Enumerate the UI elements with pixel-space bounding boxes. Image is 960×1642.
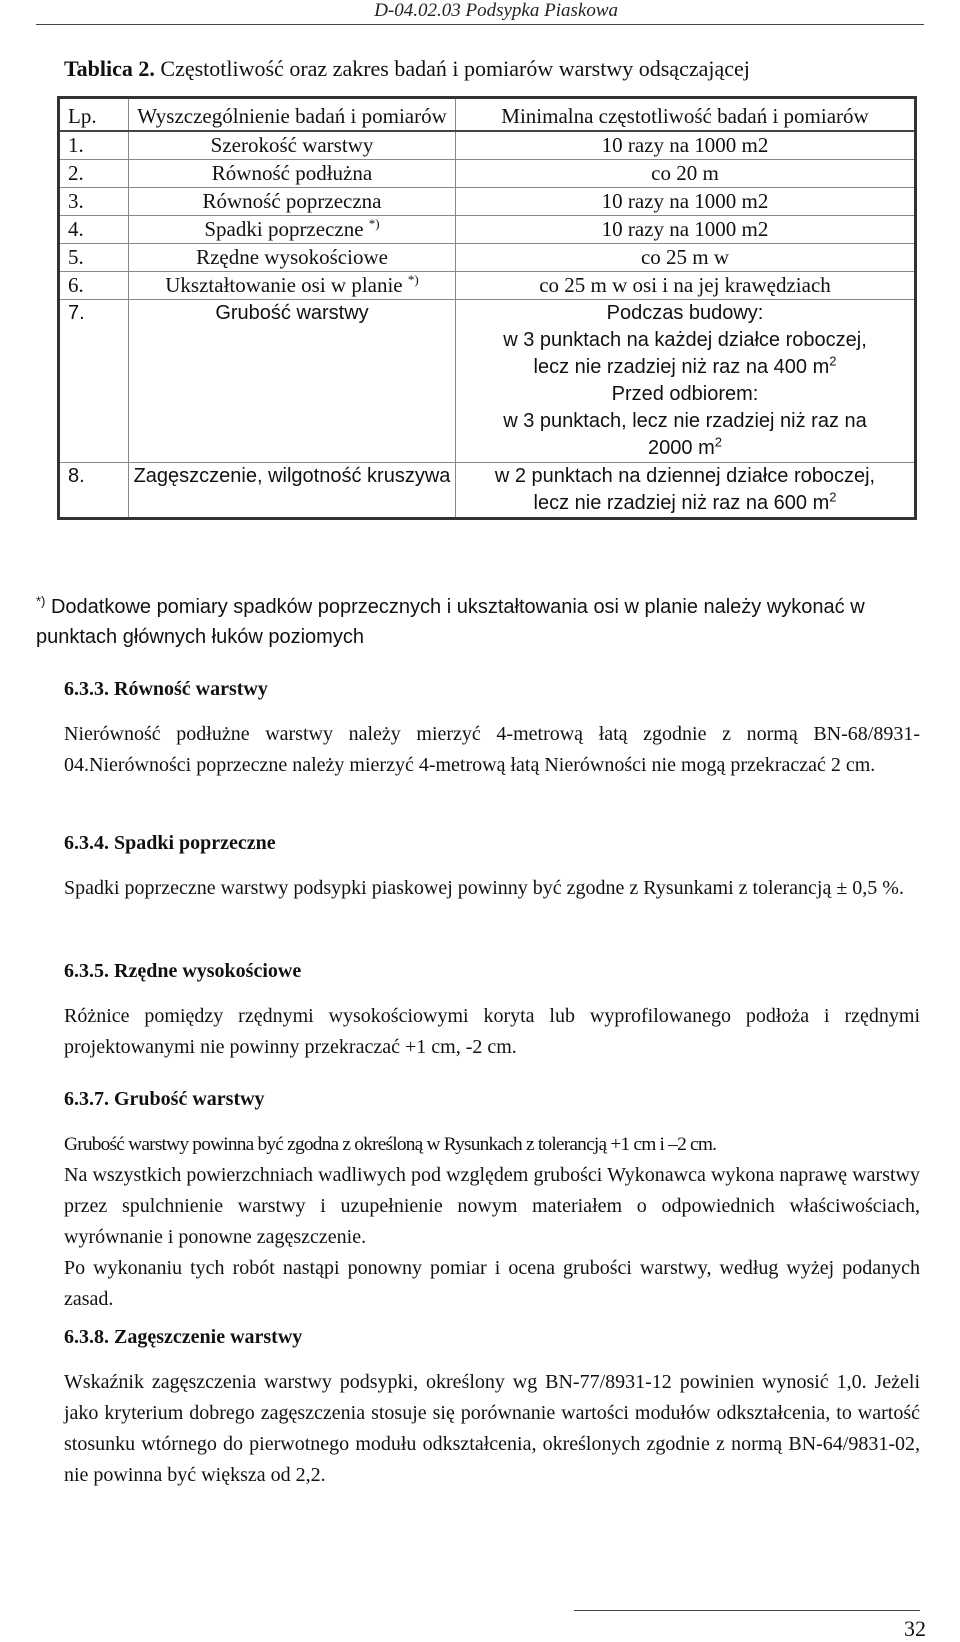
- section-text: Spadki poprzeczne warstwy podsypki piaskowej powinny być zgodne z Rysunkami z tolerancją ± 0,5 %.: [64, 877, 904, 899]
- row-item: Równość podłużna: [129, 160, 456, 188]
- row-frequency: co 25 m w osi i na jej krawędziach: [456, 272, 916, 300]
- running-header: D-04.02.03 Podsypka Piaskowa: [374, 0, 618, 21]
- section-rownosc: [64, 674, 920, 781]
- row-item: Rzędne wysokościowe: [129, 244, 456, 272]
- row-item: Grubość warstwy: [129, 300, 456, 463]
- section-heading: 6.3.4. Spadki poprzeczne: [64, 832, 276, 854]
- footer-divider: [574, 1610, 920, 1611]
- row-frequency: 10 razy na 1000 m2: [456, 131, 916, 160]
- table-row: [59, 160, 916, 188]
- section-text: Grubość warstwy powinna być zgodna z określoną w Rysunkach z tolerancją +1 cm i –2 cm.: [64, 1134, 717, 1155]
- row-item: Równość poprzeczna: [129, 188, 456, 216]
- row-lp: 4.: [59, 216, 129, 244]
- section-heading: 6.3.3. Równość warstwy: [64, 678, 268, 700]
- row-lp: 8.: [59, 463, 129, 519]
- section-text: Na wszystkich powierzchniach wadliwych pod względem grubości Wykonawca wykona naprawę warstwy przez spulchnienie warstwy i uzupełnienie nowym materiałem o odpowiednich właściwościach, wyrównanie i ponowne zagęszczenie.: [64, 1164, 920, 1248]
- row-lp: 6.: [59, 272, 129, 300]
- row-frequency: w 2 punktach na dziennej działce roboczej, lecz nie rzadziej niż raz na 600 $m^2$: [456, 463, 916, 519]
- row-item: Zagęszczenie, wilgotność kruszywa: [129, 463, 456, 519]
- section-heading: 6.3.7. Grubość warstwy: [64, 1088, 265, 1110]
- table-row: [59, 272, 916, 300]
- table-row: [59, 188, 916, 216]
- section-grubosc: [64, 1084, 920, 1315]
- page-number: 32: [904, 1616, 926, 1641]
- table-header-row: [59, 98, 916, 132]
- header-item: Wyszczególnienie badań i pomiarów: [129, 98, 456, 132]
- row-lp: 5.: [59, 244, 129, 272]
- table-row: [59, 463, 916, 519]
- row-item: Szerokość warstwy: [129, 131, 456, 160]
- header-lp: Lp.: [59, 98, 129, 132]
- row-lp: 1.: [59, 131, 129, 160]
- section-heading: 6.3.8. Zagęszczenie warstwy: [64, 1326, 303, 1348]
- section-zageszczenie: [64, 1322, 920, 1491]
- section-heading: 6.3.5. Rzędne wysokościowe: [64, 960, 302, 982]
- row-lp: 2.: [59, 160, 129, 188]
- row-item: Ukształtowanie osi w planie *): [129, 272, 456, 300]
- footnote-mark: *): [407, 272, 419, 287]
- row-frequency: 10 razy na 1000 m2: [456, 188, 916, 216]
- table-row: [59, 244, 916, 272]
- table-title: [64, 56, 750, 82]
- header-frequency: Minimalna częstotliwość badań i pomiarów: [456, 98, 916, 132]
- section-spadki: [64, 828, 920, 904]
- footnote-mark: *): [36, 593, 46, 609]
- table-footnote: *) Dodatkowe pomiary spadków poprzecznych i ukształtowania osi w planie należy wykonać w punktach głównych łuków poziomych: [36, 593, 865, 648]
- section-text: Wskaźnik zagęszczenia warstwy podsypki, określony wg BN-77/8931-12 powinien wynosić 1,0. Jeżeli jako kryterium dobrego zagęszczenia stosuje się porównanie wartości modułów odkształcenia, to wartość stosunku wtórnego do pierwotnego modułu odkształcenia, określonych zgodnie z normą BN-64/9831-02, nie powinna być większa od 2,2.: [64, 1371, 920, 1486]
- header-divider: [36, 24, 924, 25]
- footnote-mark: *): [368, 216, 380, 231]
- table-row: [59, 300, 916, 463]
- row-frequency: 10 razy na 1000 m2: [456, 216, 916, 244]
- row-frequency: co 25 m w: [456, 244, 916, 272]
- section-text: Różnice pomiędzy rzędnymi wysokościowymi koryta lub wyprofilowanego podłoża i rzędnymi projektowanymi nie powinny przekraczać +1 cm, -2 cm.: [64, 1005, 920, 1058]
- row-frequency: Podczas budowy: w 3 punktach na każdej działce roboczej, lecz nie rzadziej niż raz na 400 $m^2$ Przed odbiorem: w 3 punktach, lecz nie rzadziej niż raz na 2000 $m^2$: [456, 300, 916, 463]
- section-rzedne: [64, 956, 920, 1063]
- requirements-table: [57, 96, 917, 520]
- row-frequency: co 20 m: [456, 160, 916, 188]
- section-text: Nierówność podłużne warstwy należy mierzyć 4-metrową łatą zgodnie z normą BN-68/8931-04.Nierówności poprzeczne należy mierzyć 4-metrową łatą Nierówności nie mogą przekraczać 2 cm.: [64, 723, 920, 776]
- table-row: [59, 131, 916, 160]
- table-row: [59, 216, 916, 244]
- row-item: Spadki poprzeczne *): [129, 216, 456, 244]
- section-text: Po wykonaniu tych robót nastąpi ponowny pomiar i ocena grubości warstwy, według wyżej podanych zasad.: [64, 1257, 920, 1310]
- table-number: Tablica 2.: [64, 56, 155, 81]
- row-lp: 3.: [59, 188, 129, 216]
- row-lp: 7.: [59, 300, 129, 463]
- table-caption: Częstotliwość oraz zakres badań i pomiarów warstwy odsączającej: [160, 56, 750, 81]
